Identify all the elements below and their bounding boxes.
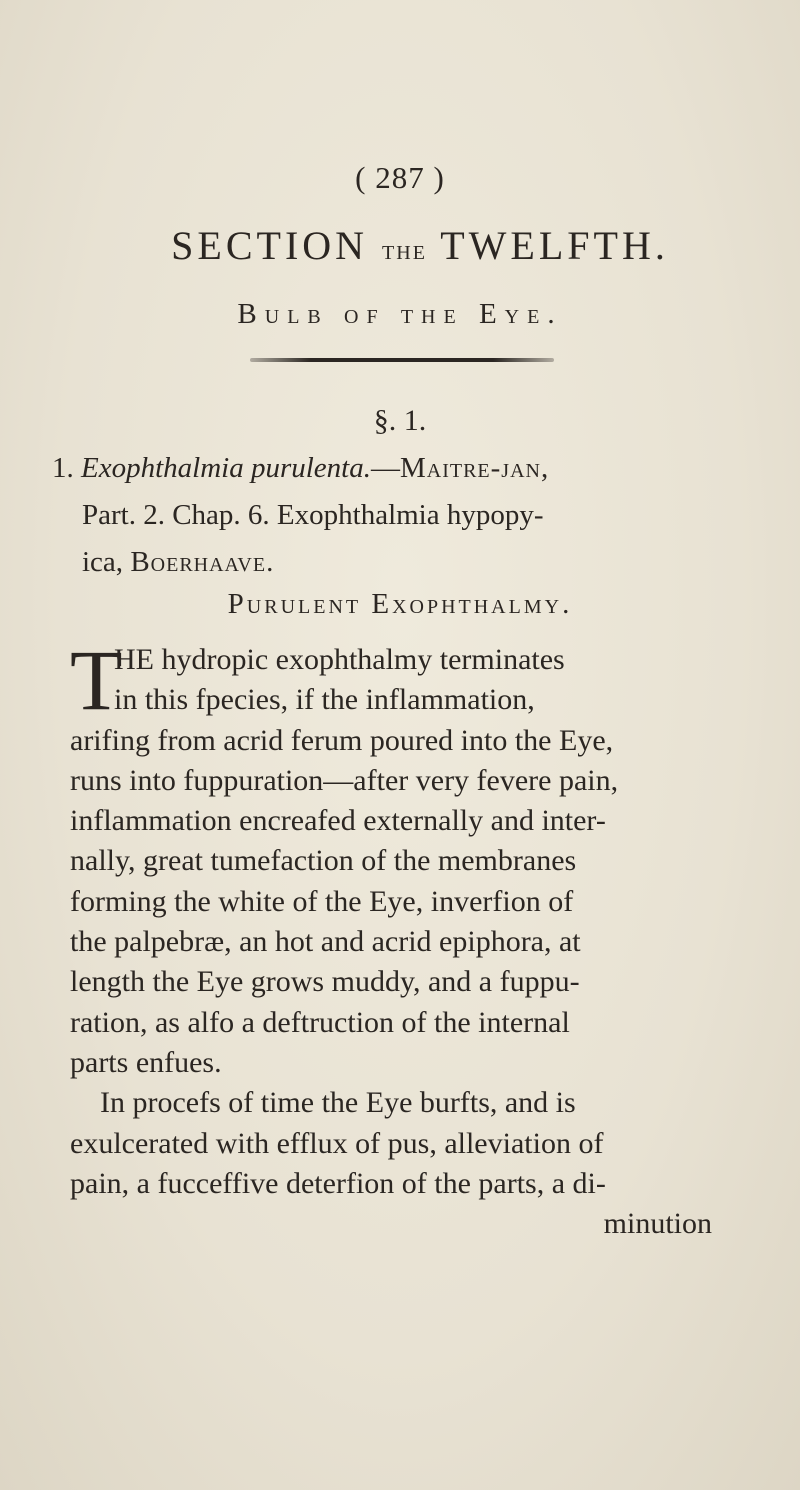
article-title: Purulent Exophthalmy. [227,588,573,620]
horizontal-rule [250,358,554,362]
body-line: in this fpecies, if the inflammation, [114,683,535,717]
catchword: minution [603,1207,712,1241]
page-number: ( 287 ) [355,160,445,195]
body-line: arifing from acrid ferum poured into the Eye, [70,723,614,757]
body-line: runs into fuppuration—after very fevere pain, [70,763,619,797]
reference-line-3 [52,539,762,586]
body-text [70,632,770,1244]
body-line: In procefs of time the Eye burfts, and is [100,1086,576,1120]
body-line: the palpebræ, an hot and acrid epiphora, at [70,925,581,959]
latin-name: Exophthalmia purulenta. [81,452,371,484]
subheading: Bulb of the Eye. [237,298,563,330]
section-heading [60,222,780,269]
body-line: length the Eye grows muddy, and a fuppu- [70,965,580,999]
author-maitre-jan: Maitre-jan, [399,452,550,484]
body-line: ration, as alfo a deftruction of the internal [70,1005,570,1039]
author-boerhaave: Boerhaave. [130,546,275,578]
body-line: exulcerated with efflux of pus, alleviation of [70,1126,604,1160]
body-line: HE hydropic exophthalmy terminates [114,643,565,676]
paragraph-mark: §. 1. [373,404,427,437]
body-line: forming the white of the Eye, inverfion of [70,884,574,918]
reference-line-2: Part. 2. Chap. 6. Exophthalmia hypopy- [82,499,544,531]
drop-cap: T [70,632,123,728]
reference-line-3-text: ica, [82,546,124,578]
body-line: pain, a fucceffive deterfion of the parts, a di- [70,1166,606,1200]
reference-number: 1. [52,452,74,484]
section-heading-ordinal: TWELFTH. [440,223,669,268]
reference-block [52,445,762,586]
reference-line-1 [52,445,762,492]
section-heading-word: SECTION [171,223,369,268]
section-heading-article: THE [382,242,427,264]
reference-dash: — [370,452,400,484]
body-line: nally, great tumefaction of the membranes [70,844,577,878]
body-line: parts enfues. [70,1045,222,1079]
body-line: inflammation encreafed externally and inter- [70,804,606,838]
